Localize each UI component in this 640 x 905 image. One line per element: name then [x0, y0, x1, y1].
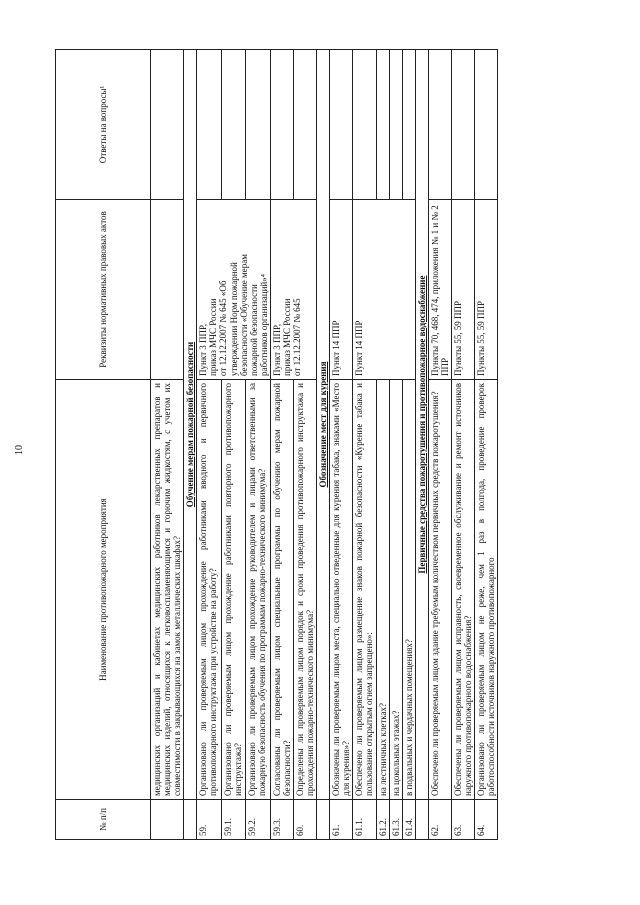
table-row — [452, 50, 475, 840]
row-num — [151, 800, 184, 840]
requisite-line: приказ МЧС России — [281, 298, 292, 376]
table-row — [221, 50, 246, 840]
row-name: Организовано ли проверяемым лицом прохождение работниками вводного и первичного противопожарного инструктажа при устройстве на работу? — [197, 380, 222, 800]
row-num: 59.3. — [270, 800, 293, 840]
table-row — [428, 50, 451, 840]
row-num: 62. — [428, 800, 451, 840]
table-row — [197, 50, 222, 840]
row-answer — [389, 50, 402, 200]
row-answer — [151, 50, 184, 200]
requisite-line: пожарной безопасности — [248, 284, 259, 376]
requisite-line: от 12.12.2007 № 645 — [292, 298, 303, 376]
header-requisites: Реквизиты нормативных правовых актов — [56, 200, 151, 380]
row-answer — [452, 50, 475, 200]
row-num: 59.1. — [221, 800, 246, 840]
header-answers: Ответы на вопросы¹ — [56, 50, 151, 200]
row-name: на лестничных клетках? — [376, 380, 389, 800]
row-num: 59. — [197, 800, 222, 840]
header-name: Наименование противопожарного мероприятия — [56, 380, 151, 800]
row-name: Обозначены ли проверяемым лицом места, специально отведенные для курения табака, знаками «Место для курения»? — [330, 380, 353, 800]
section-title: Обучение мерам пожарной безопасности — [184, 50, 197, 800]
table-row — [151, 50, 184, 840]
row-answer — [428, 50, 451, 200]
row-answer — [376, 50, 389, 200]
table-row — [376, 50, 389, 840]
row-name: Обеспечено ли проверяемым лицом размещение знаков пожарной безопасности «Курение табака и пользование открытым огнем запрещено»: — [353, 380, 376, 800]
row-requisites: Пункты 55, 59 ППР — [452, 200, 475, 380]
table-row — [330, 50, 353, 840]
row-requisites: Пункт 14 ППР — [330, 200, 353, 380]
table-row — [475, 50, 498, 840]
row-num: 59.2. — [246, 800, 271, 840]
row-num: 60. — [294, 800, 317, 840]
requisite-line: работников организаций»⁴ — [258, 274, 269, 376]
section-row — [184, 50, 197, 840]
row-answer — [353, 50, 376, 200]
row-requisites: Пункты 55, 59 ППР — [475, 200, 498, 380]
table-row — [270, 50, 293, 840]
row-name: Обеспечены ли проверяемым лицом исправность, своевременное обслуживание и ремонт источников наружного противопожарного водоснабжения? — [452, 380, 475, 800]
section-row — [317, 50, 330, 840]
row-answer — [197, 50, 222, 200]
row-answer — [294, 50, 317, 200]
row-requisites: Пункты 70, 468, 474, приложения № 1 и № 2 ППР — [428, 200, 451, 380]
requisite-line: приказ МЧС России — [208, 298, 219, 376]
row-num: 61.2. — [376, 800, 389, 840]
table-row — [389, 50, 402, 840]
requisite-line: Пункт 3 ППР, — [271, 323, 282, 376]
requisite-line: безопасности «Обучение мерам — [238, 254, 249, 376]
row-name: Обеспечено ли проверяемым лицом здание требуемым количеством первичных средств пожаротушения? — [428, 380, 451, 800]
row-num: 63. — [452, 800, 475, 840]
row-name: Согласованы ли проверяемым лицом специальные программы по обучению мерам пожарной безопасности? — [270, 380, 293, 800]
row-answer — [330, 50, 353, 200]
row-answer — [221, 50, 246, 200]
header-num: № п/п — [56, 800, 151, 840]
row-requisites — [151, 200, 184, 380]
section-title: Обозначение мест для курения — [317, 50, 330, 800]
row-answer — [270, 50, 293, 200]
row-name: Определены ли проверяемым лицом порядок и сроки проведения противопожарного инструктажа и прохождения пожарно-технического минимума? — [294, 380, 317, 800]
row-name: медицинских организаций и кабинетах медицинских работников лекарственных препаратов и медицинских изделий, относящихся к легковоспламеняющимся и горючим жидкостям, с учетом их совместимости в закрывающихся на замок металлических шкафах? — [151, 380, 184, 800]
requisite-line: от 12.12.2007 № 645 «Об — [218, 280, 229, 376]
header-row — [56, 50, 151, 840]
table-row — [353, 50, 376, 840]
row-requisites — [197, 200, 271, 380]
section-title: Первичные средства пожаротушения и противопожарное водоснабжение — [415, 50, 428, 800]
checklist-table — [55, 49, 498, 840]
row-num: 61. — [330, 800, 353, 840]
row-name: Организовано ли проверяемым лицом не реже, чем 1 раз в полгода, проведение проверок работоспособности источников наружного противопожарного — [475, 380, 498, 800]
row-name: на цокольных этажах? — [389, 380, 402, 800]
row-name: Организовано ли проверяемым лицом прохождение руководителем и лицами ответственными за пожарную безопасность обучения по программам пожарно-технического минимума? — [246, 380, 271, 800]
row-num: 61.4. — [402, 800, 415, 840]
row-answer — [475, 50, 498, 200]
row-answer — [402, 50, 415, 200]
table-row — [246, 50, 271, 840]
row-requisites — [270, 200, 316, 380]
row-answer — [246, 50, 271, 200]
table-row — [294, 50, 317, 840]
row-name: Организовано ли проверяемым лицом прохождение работниками повторного противопожарного инструктажа? — [221, 380, 246, 800]
table-row — [402, 50, 415, 840]
section-row — [415, 50, 428, 840]
requisite-line: Пункт 3 ППР, — [198, 323, 209, 376]
row-num: 61.3. — [389, 800, 402, 840]
row-name: в подвальных и чердачных помещениях? — [402, 380, 415, 800]
row-num: 64. — [475, 800, 498, 840]
row-requisites: Пункт 14 ППР — [353, 200, 415, 380]
row-num: 61.1. — [353, 800, 376, 840]
requisite-line: утверждении Норм пожарной — [228, 262, 239, 376]
page-number: 10 — [14, 445, 25, 455]
